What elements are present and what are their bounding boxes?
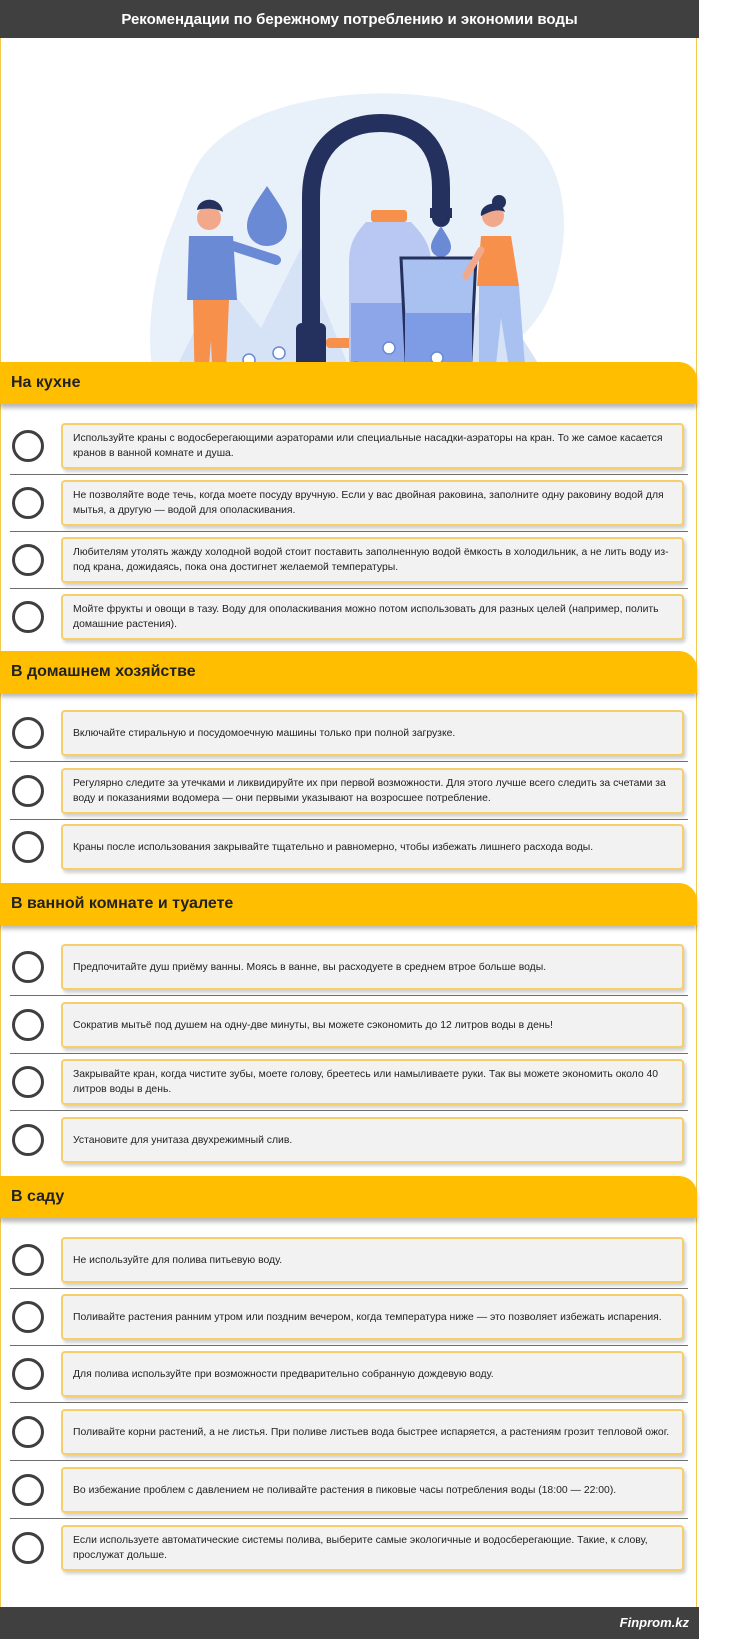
tip-text-box	[61, 1002, 684, 1048]
tip-text-box	[61, 594, 684, 640]
tip-text-box	[61, 1409, 684, 1455]
tip-text-box	[61, 1059, 684, 1105]
bottle-cap	[371, 210, 407, 222]
tip-text: Мойте фрукты и овощи в тазу. Воду для ополаскивания можно потом использовать для разных целей (например, полить домашние растения).	[73, 604, 659, 630]
checkbox-circle	[12, 544, 44, 576]
section-title: В саду	[11, 1188, 65, 1205]
tip-text-box	[61, 480, 684, 526]
row-divider	[10, 474, 688, 475]
row-divider	[10, 1460, 688, 1461]
tip-text: Не позволяйте воде течь, когда моете посуду вручную. Если у вас двойная раковина, заполните одну раковину водой для мытья, а другую — водой для ополаскивания.	[73, 490, 664, 516]
tip-text-box	[61, 423, 684, 469]
tip-text-box	[61, 1294, 684, 1340]
tip-text: Сократив мытьё под душем на одну-две минуты, вы можете сэкономить до 12 литров воды в день!	[73, 1019, 553, 1031]
checkbox-circle	[12, 831, 44, 863]
tip-text-box	[61, 1525, 684, 1571]
tip-text-box	[61, 537, 684, 583]
checkbox-circle	[12, 1124, 44, 1156]
page-title: Рекомендации по бережному потреблению и экономии воды	[121, 10, 578, 28]
tip-text: Регулярно следите за утечками и ликвидируйте их при первой возможности. Для этого лучше всего следить за счетами за воду и показаниями водомера — они первыми указывают на возросшее потребление.	[73, 778, 666, 804]
tip-text: Не используйте для полива питьевую воду.	[73, 1254, 283, 1266]
tip-text-box	[61, 944, 684, 990]
checkbox-circle	[12, 775, 44, 807]
row-divider	[10, 995, 688, 996]
page-title-bar	[0, 0, 699, 38]
tip-text: Закрывайте кран, когда чистите зубы, моете голову, бреетесь или намыливаете руки. Так вы можете экономить около 40 литров воды в день.	[73, 1069, 659, 1095]
tip-text-box	[61, 1117, 684, 1163]
checkbox-circle	[12, 1301, 44, 1333]
tip-text: Включайте стиральную и посудомоечную машины только при полной загрузке.	[73, 727, 456, 739]
checkbox-circle	[12, 1474, 44, 1506]
row-divider	[10, 761, 688, 762]
tip-text: Краны после использования закрывайте тщательно и равномерно, чтобы избежать лишнего расхода воды.	[73, 841, 594, 853]
section-title: На кухне	[11, 374, 81, 391]
tip-text-box	[61, 1351, 684, 1397]
footer-bar	[0, 1607, 699, 1639]
section-header	[0, 1176, 697, 1218]
section-title: В ванной комнате и туалете	[11, 895, 234, 912]
row-divider	[10, 1402, 688, 1403]
tip-text: Во избежание проблем с давлением не поливайте растения в пиковые часы потребления воды (18:00 — 22:00).	[73, 1484, 617, 1496]
tip-text: Предпочитайте душ приёму ванны. Моясь в ванне, вы расходуете в среднем втрое больше воды.	[73, 961, 547, 973]
row-divider	[10, 1345, 688, 1346]
row-divider	[10, 1518, 688, 1519]
section-header	[0, 651, 697, 693]
tip-text: Если используете автоматические системы полива, выберите самые экологичные и водосберегающие. Такие, к слову, прослужат дольше.	[73, 1535, 648, 1561]
row-divider	[10, 531, 688, 532]
section-header	[0, 362, 697, 404]
row-divider	[10, 1110, 688, 1111]
tip-text-box	[61, 1237, 684, 1283]
tip-text-box	[61, 824, 684, 870]
tip-text: Установите для унитаза двухрежимный слив.	[73, 1134, 293, 1146]
checkbox-circle	[12, 1244, 44, 1276]
section-title: В домашнем хозяйстве	[11, 663, 196, 680]
row-divider	[10, 1288, 688, 1289]
brand-label: Finprom.kz	[619, 1615, 689, 1630]
tip-text-box	[61, 1467, 684, 1513]
row-divider	[10, 819, 688, 820]
row-divider	[10, 588, 688, 589]
water-saving-illustration	[101, 78, 601, 408]
checkbox-circle	[12, 1358, 44, 1390]
checkbox-circle	[12, 1009, 44, 1041]
tip-text: Поливайте растения ранним утром или поздним вечером, когда температура ниже — это позволяет избежать испарения.	[73, 1311, 662, 1323]
checkbox-circle	[12, 430, 44, 462]
checkbox-circle	[12, 717, 44, 749]
section-header	[0, 883, 697, 925]
row-divider	[10, 1053, 688, 1054]
tip-text: Используйте краны с водосберегающими аэраторами или специальные насадки-аэраторы на кран. То же самое касается кранов в ванной комнате и душа.	[73, 433, 663, 459]
checkbox-circle	[12, 601, 44, 633]
checkbox-circle	[12, 1066, 44, 1098]
checkbox-circle	[12, 951, 44, 983]
faucet-spout	[430, 208, 452, 218]
tip-text-box	[61, 768, 684, 814]
checkbox-circle	[12, 1416, 44, 1448]
checkbox-circle	[12, 1532, 44, 1564]
tip-text: Поливайте корни растений, а не листья. При поливе листьев вода быстрее испаряется, а растениям грозит тепловой ожог.	[73, 1426, 670, 1438]
checkbox-circle	[12, 487, 44, 519]
tip-text-box	[61, 710, 684, 756]
tip-text: Для полива используйте при возможности предварительно собранную дождевую воду.	[73, 1368, 494, 1380]
tip-text: Любителям утолять жажду холодной водой стоит поставить заполненную водой ёмкость в холодильник, а не лить воду из-под крана, дожидаясь, пока она достигнет желаемой температуры.	[73, 547, 669, 573]
